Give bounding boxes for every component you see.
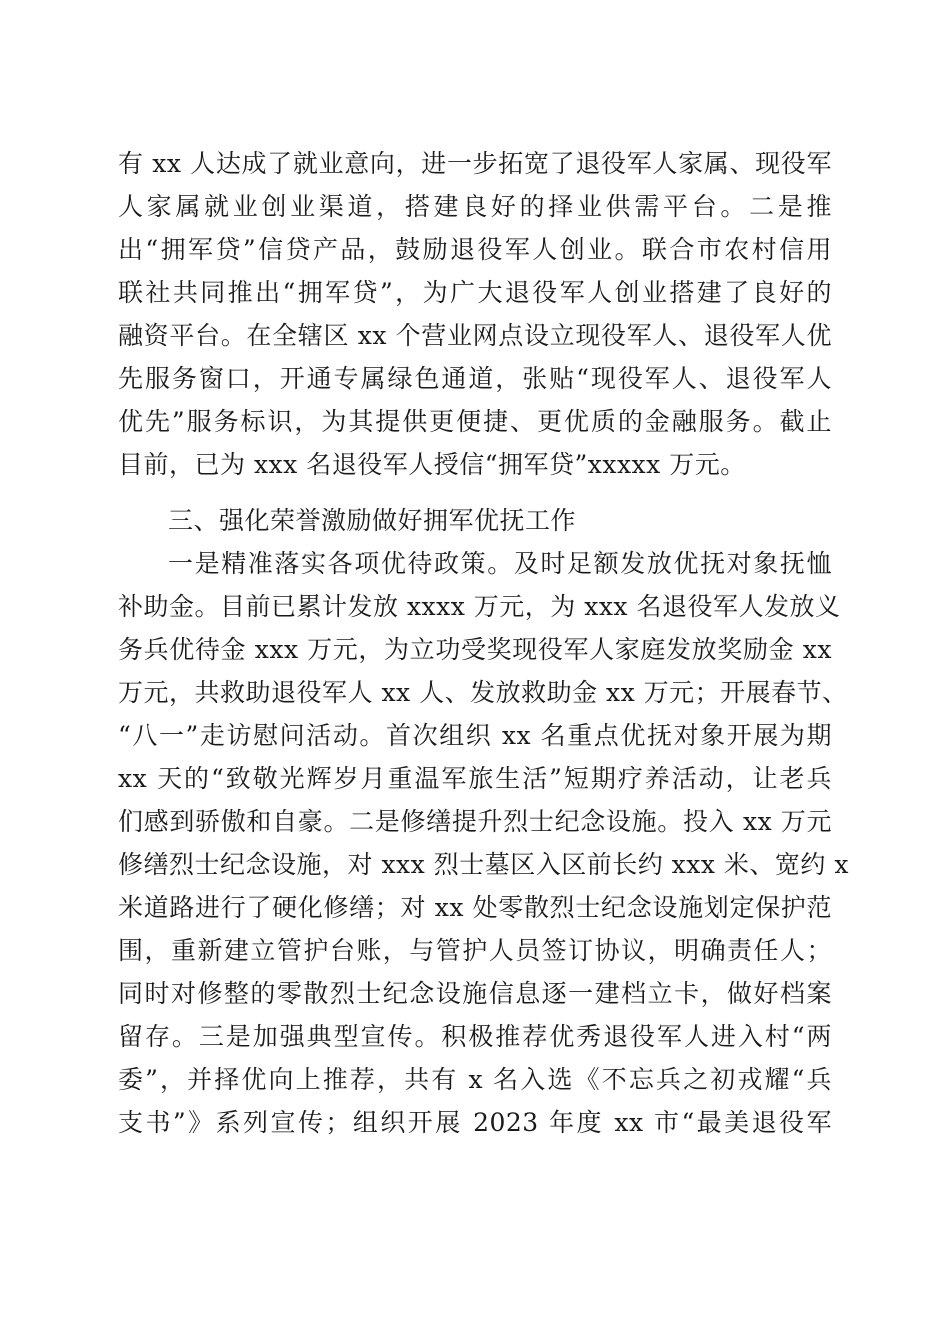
paragraph-line: 修缮烈士纪念设施，对 xxx 烈士墓区入区前长约 xxx 米、宽约 x xyxy=(118,850,849,879)
paragraph-line: 目前，已为 xxx 名退役军人授信“拥军贷”xxxxx 万元。 xyxy=(118,450,746,479)
section-heading: 三、强化荣誉激励做好拥军优抚工作 xyxy=(168,506,577,535)
paragraph-line: xx 天的“致敬光辉岁月重温军旅生活”短期疗养活动，让老兵 xyxy=(118,764,832,793)
paragraph-line: 先服务窗口，开通专属绿色通道，张贴“现役军人、退役军人 xyxy=(118,364,832,393)
paragraph-line: 支书”》系列宣传；组织开展 2023 年度 xx 市“最美退役军 xyxy=(118,1108,832,1137)
paragraph-line: 同时对修整的零散烈士纪念设施信息逐一建档立卡，做好档案 xyxy=(118,979,832,1008)
paragraph-line: 万元，共救助退役军人 xx 人、发放救助金 xx 万元；开展春节、 xyxy=(118,678,848,707)
paragraph-line: 补助金。目前已累计发放 xxxx 万元，为 xxx 名退役军人发放义 xyxy=(118,592,841,621)
paragraph-line: 务兵优待金 xxx 万元，为立功受奖现役军人家庭发放奖励金 xx xyxy=(118,635,832,664)
paragraph-line: “八一”走访慰问活动。首次组织 xx 名重点优抚对象开展为期 xyxy=(118,721,832,750)
paragraph-line: 们感到骄傲和自豪。二是修缮提升烈士纪念设施。投入 xx 万元 xyxy=(118,807,832,836)
paragraph-line: 优先”服务标识，为其提供更便捷、更优质的金融服务。截止 xyxy=(118,407,832,436)
paragraph-line: 围，重新建立管护台账，与管护人员签订协议，明确责任人； xyxy=(118,936,832,965)
paragraph-line: 出“拥军贷”信贷产品，鼓励退役军人创业。联合市农村信用 xyxy=(118,235,832,264)
paragraph-line: 人家属就业创业渠道，搭建良好的择业供需平台。二是推 xyxy=(118,192,832,221)
paragraph-line: 联社共同推出“拥军贷”，为广大退役军人创业搭建了良好的 xyxy=(118,278,832,307)
paragraph-line: 融资平台。在全辖区 xx 个营业网点设立现役军人、退役军人优 xyxy=(118,321,832,350)
paragraph-line: 米道路进行了硬化修缮；对 xx 处零散烈士纪念设施划定保护范 xyxy=(118,893,832,922)
paragraph-line: 留存。三是加强典型宣传。积极推荐优秀退役军人进入村“两 xyxy=(118,1022,832,1051)
paragraph-line: 有 xx 人达成了就业意向，进一步拓宽了退役军人家属、现役军 xyxy=(118,149,832,178)
paragraph-line: 一是精准落实各项优待政策。及时足额发放优抚对象抚恤 xyxy=(168,549,832,578)
paragraph-line: 委”，并择优向上推荐，共有 x 名入选《不忘兵之初戎耀“兵 xyxy=(118,1065,832,1094)
